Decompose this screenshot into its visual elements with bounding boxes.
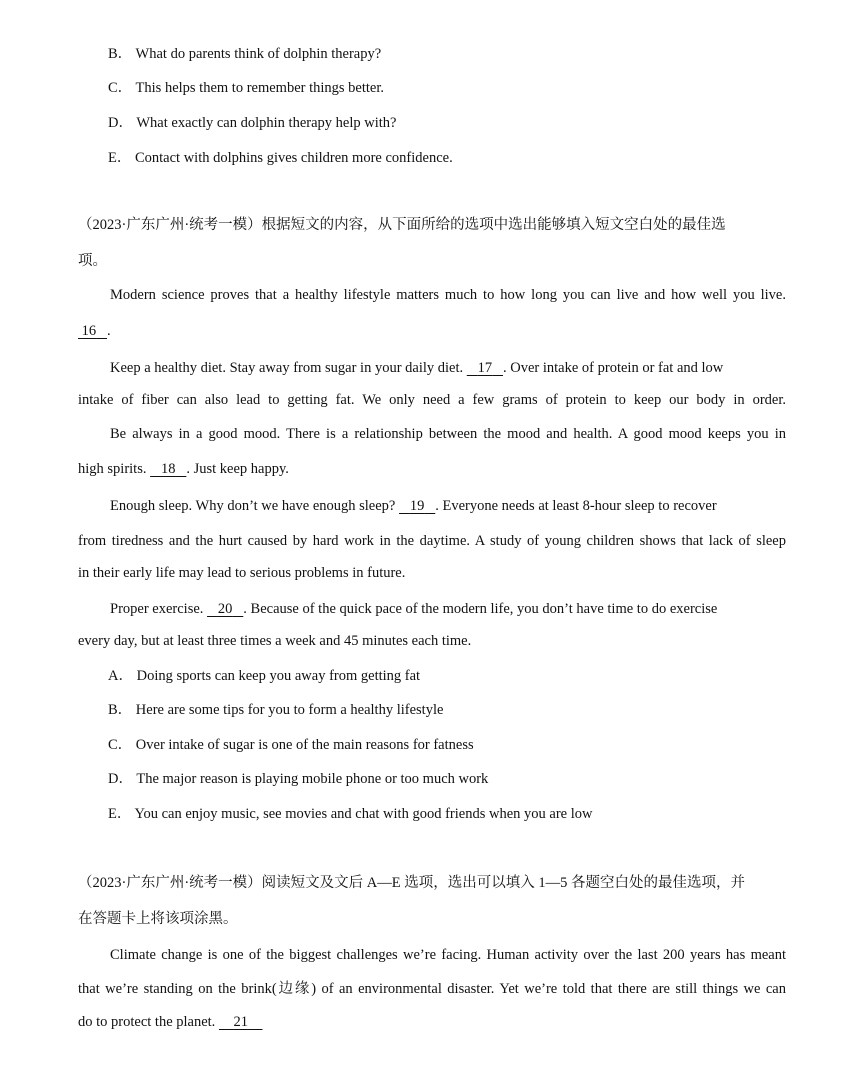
paragraph-text: every day, but at least three times a week and 45 minutes each time. <box>78 633 472 649</box>
option-letter: A． <box>108 668 133 684</box>
paragraph-line: Enough sleep. Why don’t we have enough sleep? 19 . Everyone needs at least 8-hour sleep to recover <box>110 498 717 514</box>
paragraph-line: Proper exercise. 20 . Because of the quick pace of the modern life, you don’t have time to do exercise <box>110 601 718 617</box>
paragraph-text: in their early life may lead to serious problems in future. <box>78 565 406 581</box>
option-text: Here are some tips for you to form a healthy lifestyle <box>135 702 444 718</box>
option-c <box>108 78 384 98</box>
paragraph-text: intake of fiber can also lead to getting fat. We only need a few grams of protein to keep our body in order. <box>78 392 786 408</box>
answer-blank[interactable]: 21 <box>233 1014 248 1030</box>
answer-blank[interactable]: 19 <box>409 498 425 514</box>
option-e <box>108 148 453 168</box>
paragraph-line: Keep a healthy diet. Stay away from sugar in your daily diet. 17 . Over intake of protein or fat and low <box>110 360 724 376</box>
option-text: What exactly can dolphin therapy help with? <box>136 115 397 131</box>
paragraph-line: 16 . <box>78 321 111 341</box>
paragraph-line: high spirits. 18 . Just keep happy. <box>78 461 289 477</box>
option-d <box>108 113 396 133</box>
paragraph-text: from tiredness and the hurt caused by hard work in the daytime. A study of young children shows that lack of sleep <box>78 533 786 549</box>
option-a <box>108 666 420 686</box>
option-letter: C． <box>108 737 133 753</box>
option-text: Doing sports can keep you away from getting fat <box>136 668 421 684</box>
question-instruction: （2023·广东广州·统考一模）根据短文的内容，从下面所给的选项中选出能够填入短文空白处的最佳选 <box>78 217 726 233</box>
answer-blank[interactable]: 16 <box>81 323 97 339</box>
question-instruction: （2023·广东广州·统考一模）阅读短文及文后 A—E 选项，选出可以填入 1—5 各题空白处的最佳选项，并 <box>78 875 745 891</box>
option-text: Contact with dolphins gives children more confidence. <box>134 150 453 166</box>
option-e <box>108 804 592 824</box>
option-letter: D． <box>108 771 133 787</box>
option-letter: E． <box>108 806 132 822</box>
answer-blank[interactable]: 18 <box>160 461 176 477</box>
answer-blank[interactable]: 17 <box>477 360 493 376</box>
paragraph-line: do to protect the planet. 21 <box>78 1012 262 1032</box>
paragraph-text: Modern science proves that a healthy lifestyle matters much to how long you can live and how well you live. <box>110 287 786 303</box>
option-b <box>108 700 443 720</box>
option-letter: C． <box>108 80 133 96</box>
answer-blank[interactable]: 20 <box>217 601 233 617</box>
option-text: You can enjoy music, see movies and chat with good friends when you are low <box>134 806 593 822</box>
option-d <box>108 769 488 789</box>
option-letter: B． <box>108 702 133 718</box>
option-text: Over intake of sugar is one of the main reasons for fatness <box>135 737 474 753</box>
question-instruction-cont: 项。 <box>78 253 107 269</box>
paragraph-text: that we’re standing on the brink(边缘) of an environmental disaster. Yet we’re told that there are still things we can <box>78 981 786 997</box>
option-letter: B． <box>108 46 133 62</box>
paragraph-text: Climate change is one of the biggest challenges we’re facing. Human activity over the last 200 years has meant <box>110 947 786 963</box>
option-text: What do parents think of dolphin therapy? <box>135 46 382 62</box>
option-letter: D． <box>108 115 133 131</box>
option-text: This helps them to remember things better. <box>135 80 385 96</box>
option-letter: E． <box>108 150 132 166</box>
option-b <box>108 44 381 64</box>
question-instruction-cont: 在答题卡上将该项涂黑。 <box>78 911 238 927</box>
option-c <box>108 735 474 755</box>
option-text: The major reason is playing mobile phone or too much work <box>136 771 489 787</box>
paragraph-text: Be always in a good mood. There is a relationship between the mood and health. A good mood keeps you in <box>110 426 786 442</box>
